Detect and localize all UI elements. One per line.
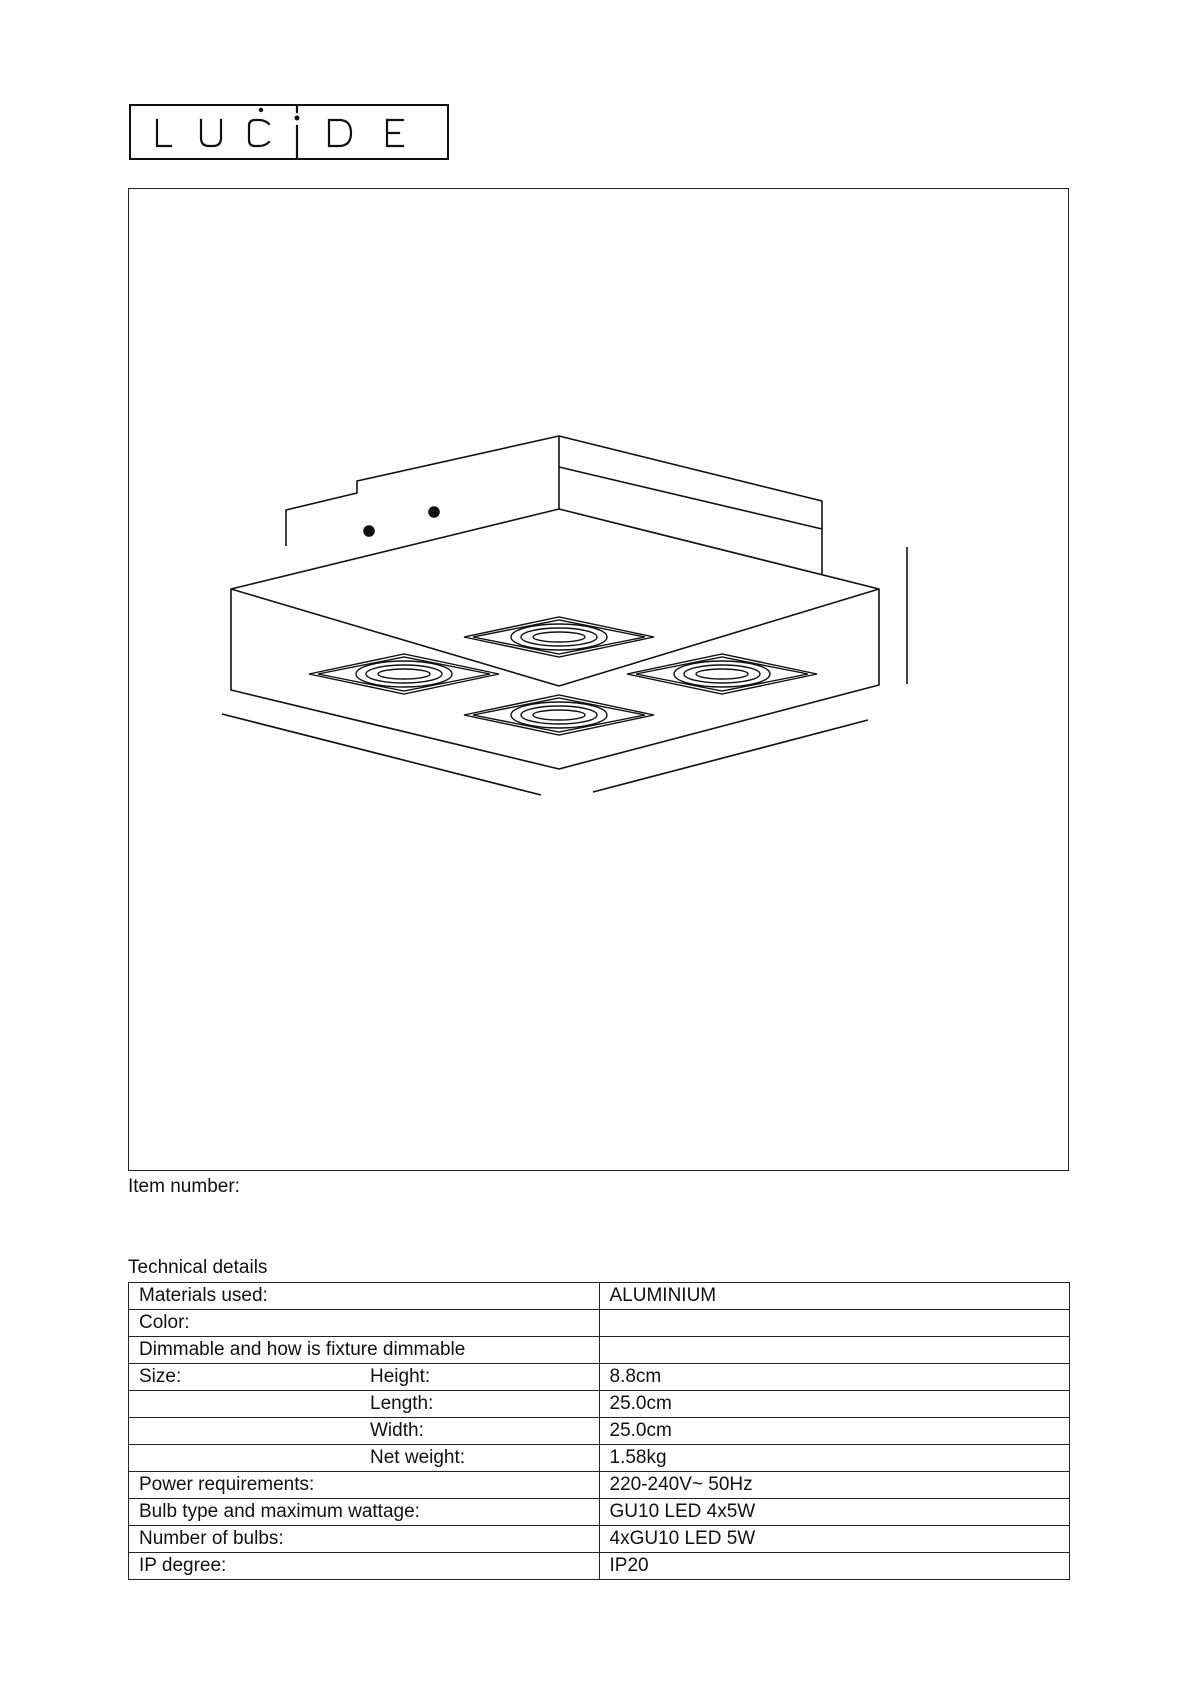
product-drawing-frame xyxy=(128,188,1069,1171)
lucide-logo xyxy=(129,104,449,160)
spec-row xyxy=(129,1526,1070,1553)
spec-row xyxy=(129,1499,1070,1526)
spec-row xyxy=(129,1337,1070,1364)
spec-label-cell xyxy=(129,1337,600,1364)
spec-sublabel: Length: xyxy=(370,1393,434,1414)
spec-value: ALUMINIUM xyxy=(599,1283,1070,1310)
spec-row xyxy=(129,1310,1070,1337)
spec-label-cell xyxy=(129,1310,600,1337)
spec-row xyxy=(129,1283,1070,1310)
spec-value: 220-240V~ 50Hz xyxy=(599,1472,1070,1499)
spec-label-cell xyxy=(129,1553,600,1580)
technical-details-title: Technical details xyxy=(128,1257,268,1278)
spec-label: Number of bulbs: xyxy=(139,1528,284,1549)
spec-label: Materials used: xyxy=(139,1285,268,1306)
spec-value: 25.0cm xyxy=(599,1391,1070,1418)
spec-label-cell xyxy=(129,1283,600,1310)
spec-label-cell xyxy=(129,1445,600,1472)
spec-value xyxy=(599,1337,1070,1364)
spec-row xyxy=(129,1391,1070,1418)
spec-value: 8.8cm xyxy=(599,1364,1070,1391)
spec-label-cell xyxy=(129,1526,600,1553)
spec-label: Power requirements: xyxy=(139,1474,315,1495)
item-number-label: Item number: xyxy=(128,1176,240,1197)
ceiling-spot-drawing xyxy=(129,189,1070,1172)
spec-label-cell xyxy=(129,1472,600,1499)
spec-value: 4xGU10 LED 5W xyxy=(599,1526,1070,1553)
spec-sublabel: Height: xyxy=(370,1366,431,1387)
spec-label: IP degree: xyxy=(139,1555,227,1576)
spec-value: IP20 xyxy=(599,1553,1070,1580)
spec-value: 25.0cm xyxy=(599,1418,1070,1445)
spec-label-cell xyxy=(129,1364,600,1391)
spec-row xyxy=(129,1472,1070,1499)
spec-label-cell xyxy=(129,1391,600,1418)
spec-value xyxy=(599,1310,1070,1337)
spec-row xyxy=(129,1553,1070,1580)
spec-label-cell xyxy=(129,1418,600,1445)
spec-label: Dimmable and how is fixture dimmable xyxy=(139,1339,466,1360)
spec-label: Size: xyxy=(139,1366,182,1387)
spec-value: 1.58kg xyxy=(599,1445,1070,1472)
spec-row xyxy=(129,1445,1070,1472)
spec-label-cell xyxy=(129,1499,600,1526)
spec-label: Color: xyxy=(139,1312,190,1333)
spec-value: GU10 LED 4x5W xyxy=(599,1499,1070,1526)
spec-sublabel: Net weight: xyxy=(370,1447,466,1468)
spec-sublabel: Width: xyxy=(370,1420,424,1441)
spec-row xyxy=(129,1364,1070,1391)
spec-row xyxy=(129,1418,1070,1445)
spec-label: Bulb type and maximum wattage: xyxy=(139,1501,420,1522)
technical-details-table xyxy=(128,1282,1070,1580)
